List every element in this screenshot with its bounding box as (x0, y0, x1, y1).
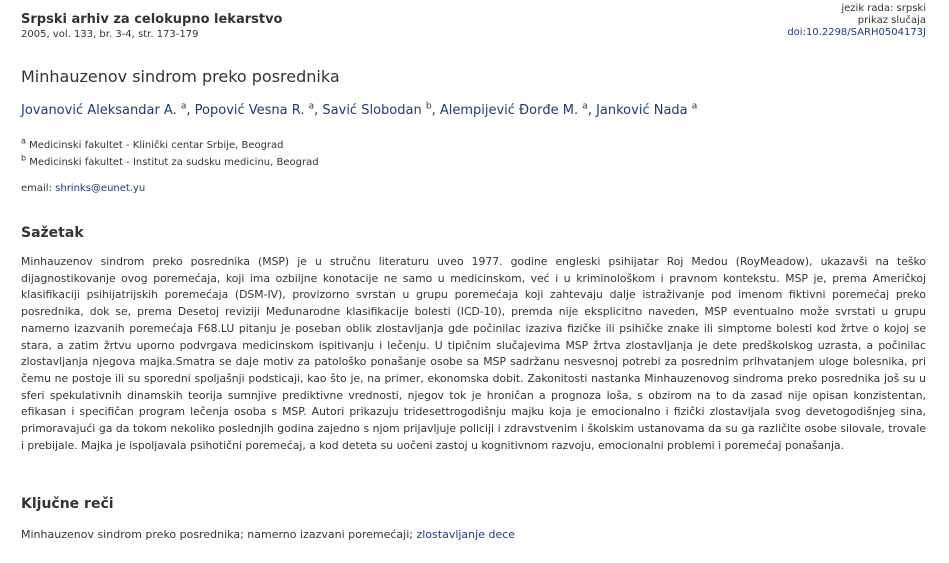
author-affiliation-sup: a (180, 101, 187, 112)
author-affiliation-sup: a (308, 101, 315, 112)
author-link[interactable]: Jovanović Aleksandar A. (21, 103, 177, 118)
affiliation-sup: b (21, 153, 27, 163)
keyword-link[interactable]: zlostavljanje dece (416, 528, 516, 541)
affiliation-a (21, 136, 284, 151)
author-link[interactable]: Savić Slobodan (322, 103, 422, 118)
affiliation-text: Medicinski fakultet - Klinički centar Srbije, Beograd (29, 140, 284, 151)
affiliation-sup: a (21, 136, 26, 146)
keywords-text: Minhauzenov sindrom preko posrednika; namerno izazvani poremećaji; (21, 528, 413, 541)
email-link[interactable]: shrinks@eunet.yu (55, 183, 146, 194)
doi-link[interactable]: doi:10.2298/SARH0504173J (787, 27, 926, 38)
email-label: email: (21, 183, 52, 194)
journal-name: Srpski arhiv za celokupno lekarstvo (21, 12, 283, 27)
journal-citation: 2005, vol. 133, br. 3-4, str. 173-179 (21, 29, 199, 40)
author-link[interactable]: Alempijević Đorđe M. (439, 103, 579, 118)
author-affiliation-sup: a (582, 101, 588, 112)
abstract-heading: Sažetak (21, 225, 84, 241)
affiliation-b (21, 153, 319, 168)
journal-header (21, 12, 283, 40)
article-title: Minhauzenov sindrom preko posrednika (21, 67, 340, 86)
author-list: Jovanović Aleksandar A. $^a$, Popović Vesna R. $^a$, Savić Slobodan $^b$, Alempijević Đorđe M. $^a$, Janković Nada $^a$ (21, 101, 698, 118)
email-line (21, 183, 145, 194)
keywords-line (21, 528, 515, 541)
keywords-heading: Ključne reči (21, 496, 114, 512)
author-link[interactable]: Popović Vesna R. (194, 103, 305, 118)
author-link[interactable]: Janković Nada (596, 103, 688, 118)
affiliation-text: Medicinski fakultet - Institut za sudsku medicinu, Beograd (29, 157, 319, 168)
abstract-text: Minhauzenov sindrom preko posrednika (MSP) je u stručnu literaturu uveo 1977. godine engleski psihijatar Roj Medou (RoyMeadow), ukazavši na teško dijagnostikovanje ovog poremećaja, koji ima ozbiljne konotacije ne samo u medicinskom, već i u kriminološkom i pravnom kontekstu. MSP je, prema Američkoj klasifikaciji psihijatrijskih poremećaja (DSM-IV), provizorno svrstan u grupu poremećaja koji zahtevaju dalje istraživanje pod imenom fiktivni poremećaj preko posrednika, dok se, prema Desetoj reviziji Međunarodne klasifikacije bolesti (ICD-10), premda nije eksplicitno naveden, MSP eventualno može svrstati u grupu namerno izazvanih poremećaja F68.LU pitanju je poseban oblik zlostavljanja gde počinilac izaziva fizičke ili psihičke znake ili simptome bolesti kod žrtve o kojoj se stara, a zatim žrtvu uporno podvrgava medicinskom ispitivanju i lečenju. U tipičnim slučajevima MSP žrtva zlostavljanja je dete predškolskog uzrasta, a počinilac zlostavljanja njegova majka.Smatra se daje motiv za patološko ponašanje osobe sa MSP sadržanu nesvesnoj potrebi za posrednim prihvatanjem uloge bolesnika, pri čemu ne postoje ili su sporedni spoljašnji podsticaji, kao što je, na primer, ekonomska dobit. Zakonitosti nastanka Minhauzenovog sindroma preko posrednika još su u sferi spekulativnih dinamskih teorija sumnjive prediktivne vrednosti, njegov tok je hroničan a prognoza loša, s obzirom na to da zasad nije opisan konzistentan, efikasan i specifičan program lečenja osoba s MSP. Autori prikazuju tridesettrogodišnju majku koja je emocionalno i fizički zlostavljala svog devetogodišnjeg sina, primoravajući ga da tokom nekoliko poslednjih godina zajedno s njom prijavljuje policiji i zdravstvenim i školskim ustanovama da su ga različite osobe silovale, trovale i prebijale. Majka je ispoljavala psihotični poremećaj, a kod deteta su uočeni zastoj u kognitivnom razvoju, emocionalni problemi i poremećaj ponašanja. (21, 255, 926, 452)
article-type: prikaz slučaja (857, 15, 926, 26)
author-affiliation-sup: b (425, 101, 432, 112)
article-meta (787, 3, 926, 39)
author-affiliation-sup: a (691, 101, 698, 112)
article-language: jezik rada: srpski (841, 3, 926, 14)
